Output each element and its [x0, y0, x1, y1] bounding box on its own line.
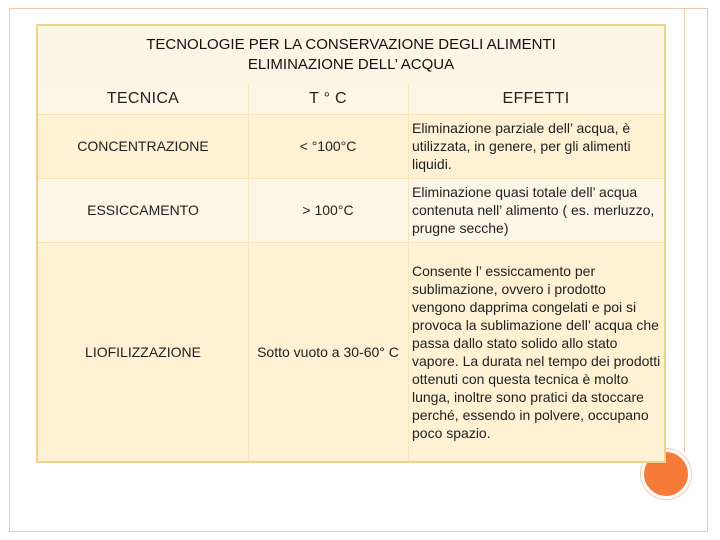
table-title — [38, 26, 664, 85]
row2-effetti: Eliminazione quasi totale dell’ acqua contenuta nell’ alimento ( es. merluzzo, prugne secche) — [408, 178, 664, 242]
row2-tecnica: ESSICCAMENTO — [38, 178, 248, 242]
row-divider — [38, 242, 664, 243]
conservation-table — [36, 24, 666, 463]
row2-temp: > 100°C — [248, 178, 408, 242]
slide-frame-line — [684, 8, 685, 452]
row1-temp: < °100°C — [248, 114, 408, 178]
header-temperature: T ° C — [248, 84, 408, 114]
table-title-line1: TECNOLOGIE PER LA CONSERVAZIONE DEGLI ALIMENTI — [146, 36, 556, 53]
column-divider — [248, 84, 249, 461]
row3-effetti: Consente l’ essiccamento per sublimazione, ovvero i prodotto vengono dapprima congelati e poi si provoca la sublimazione dell’ acqua che passa dallo stato solido allo stato vapore. La durata nel tempo dei prodotti ottenuti con questa tecnica è molto lunga, inoltre sono pratici da stoccare perché, essendo in polvere, occupano poco spazio. — [408, 242, 664, 461]
header-tecnica: TECNICA — [38, 84, 248, 114]
row1-effetti: Eliminazione parziale dell’ acqua, è utilizzata, in genere, per gli alimenti liquidi. — [408, 114, 664, 178]
column-divider — [408, 84, 409, 461]
row-divider — [38, 178, 664, 179]
row-divider — [38, 114, 664, 115]
table-title-line2: ELIMINAZIONE DELL’ ACQUA — [247, 56, 455, 73]
row3-temp: Sotto vuoto a 30-60° C — [248, 242, 408, 461]
row3-tecnica: LIOFILIZZAZIONE — [38, 242, 248, 461]
row1-tecnica: CONCENTRAZIONE — [38, 114, 248, 178]
header-effetti: EFFETTI — [408, 84, 664, 114]
